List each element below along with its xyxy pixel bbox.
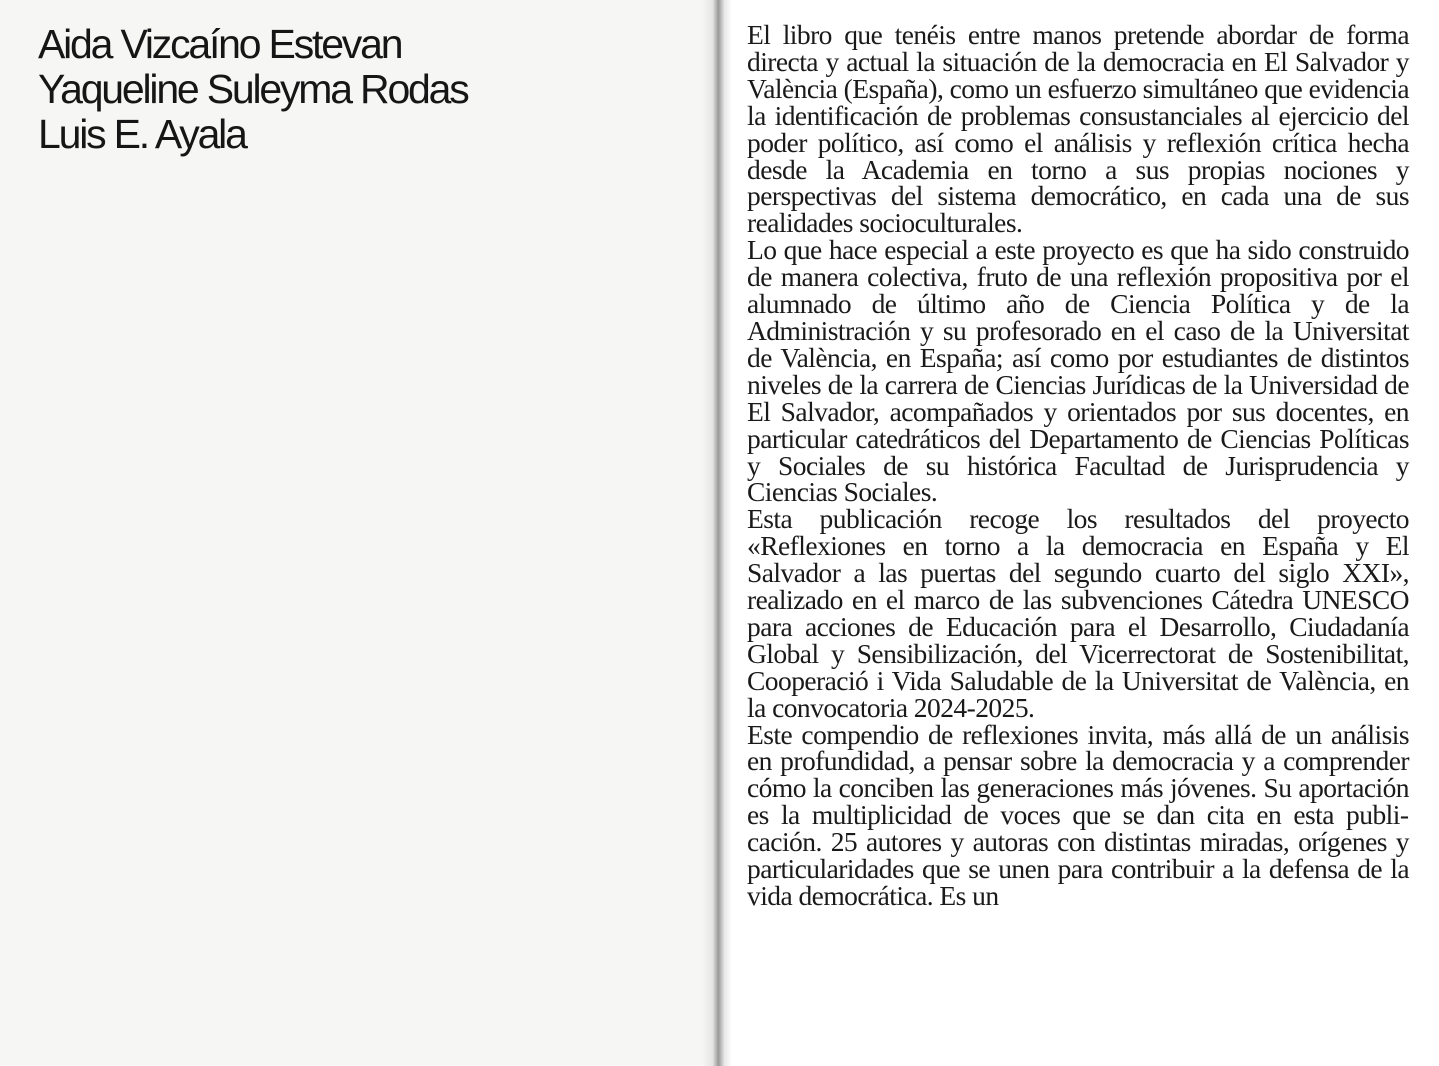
right-page <box>718 0 1439 1066</box>
author-name: Luis E. Ayala <box>38 111 246 157</box>
paragraph: Esta publicación recoge los resultados del proyecto «Reflexiones en torno a la democracia en España y El Salvador a las puertas del segundo cuarto del siglo XXI», realizado en el marco de las subvenciones Cátedra UNESCO para acciones de Educación para el Desarrollo, Ciudadanía Global y Sensibilización, del Vicerrectorat de Sostenibilitat, Cooperació i Vida Saludable de la Universitat de València, en la convocatoria 2024-2025. <box>747 503 1409 723</box>
paragraph: Lo que hace especial a este proyecto es que ha sido construido de manera colectiva, fruto de una reflexión propositiva por el alumnado de último año de Ciencia Política y de la Administración y su profesorado en el caso de la Universitat de València, en España; así como por estudiantes de distintos niveles de la carrera de Ciencias Jurídicas de la Universidad de El Salvador, acompañados y orientados por sus docentes, en particular catedráticos del Departamento de Ciencias Políticas y Sociales de su histórica Facultad de Jurisprudencia y Ciencias Sociales. <box>747 234 1409 508</box>
book-gutter-shadow <box>702 0 732 1066</box>
author-name: Yaqueline Suleyma Rodas <box>38 66 468 112</box>
paragraph: El libro que tenéis entre manos pretende abordar de forma directa y actual la situación de la democracia en El Salvador y València (España), como un esfuerzo simultáneo que evidencia la identificación de problemas consustanciales al ejercicio del poder político, así como el análisis y reflexión crítica hecha desde la Academia en torno a sus propias nociones y perspectivas del sistema democrático, en cada una de sus realidades socioculturales. <box>747 19 1409 239</box>
paragraph: Este compendio de reflexiones invita, más allá de un análisis en profundidad, a pensar sobre la democracia y a comprender cómo la conciben las generaciones más jóvenes. Su aportación es la multiplicidad de voces que se dan cita en esta publicación. 25 autores y autoras con distintas miradas, orígenes y particularidades que se unen para contribuir a la defensa de la vida democrática. Es un <box>747 718 1409 911</box>
author-name: Aida Vizcaíno Estevan <box>38 21 402 67</box>
author-list <box>38 22 468 157</box>
left-page <box>0 0 718 1066</box>
body-text <box>747 19 1409 911</box>
